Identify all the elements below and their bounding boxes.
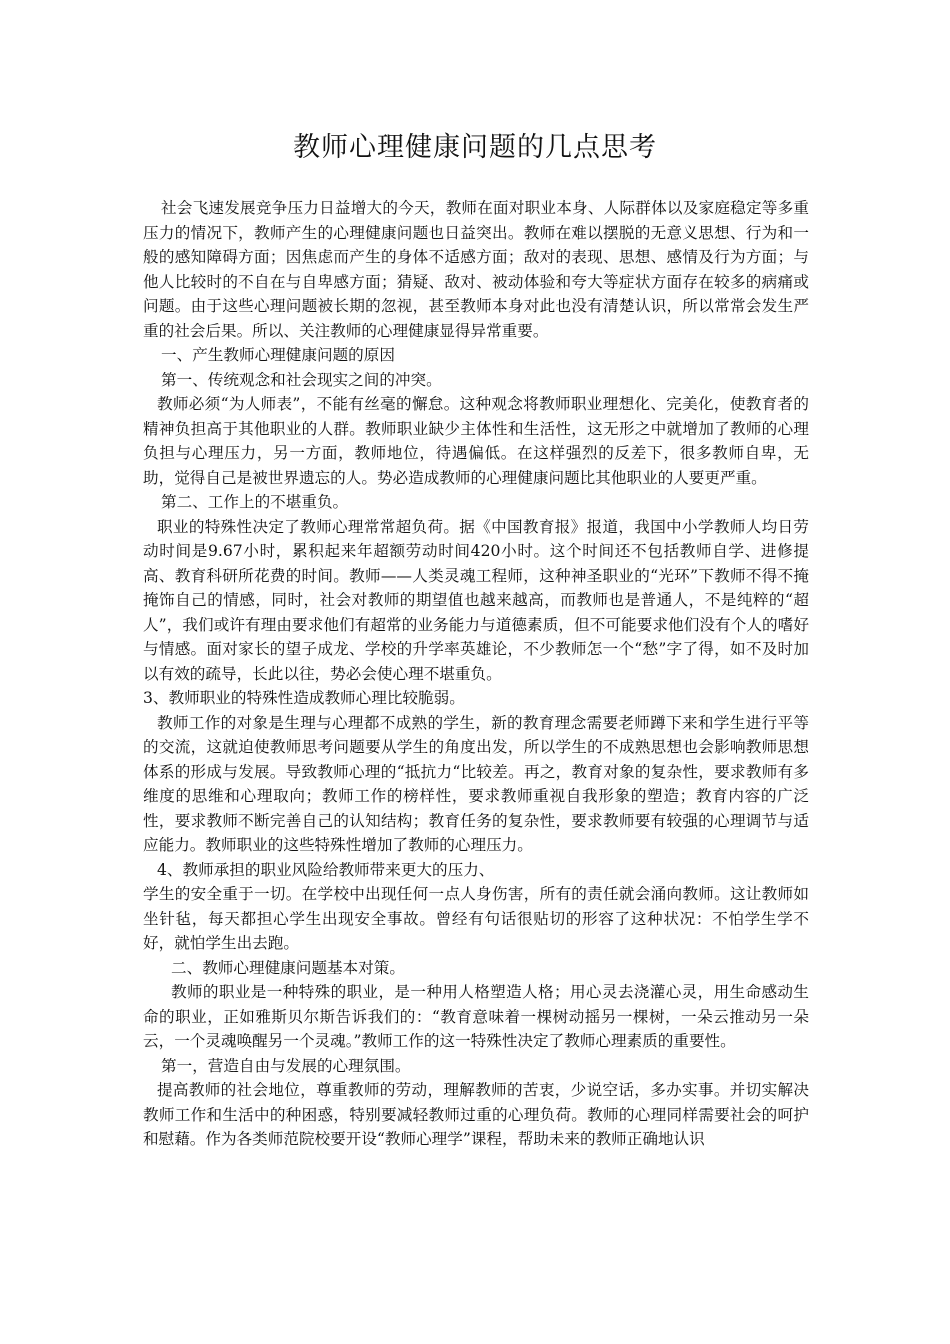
- subheading-atmosphere: 第一，营造自由与发展的心理氛围。: [161, 1056, 411, 1075]
- paragraph-traditional-conflict: 教师必须“为人师表”，不能有丝毫的懈怠。这种观念将教师职业理想化、完美化，使教育者的精神负担高于其他职业的人群。教师职业缺少主体性和生活性，这无形之中就增加了教师的心理负担与心理压力，另一方面，教师地位，待遇偏低。在这样强烈的反差下，很多教师自卑，无助，觉得自己是被世界遗忘的人。势必造成教师的心理健康问题比其他职业的人要更严重。: [143, 395, 809, 487]
- subheading-occupational-risk: 4、教师承担的职业风险给教师带来更大的压力、: [157, 860, 495, 879]
- document-title: 教师心理健康问题的几点思考: [293, 132, 657, 163]
- subheading-fragility: 3、教师职业的特殊性造成教师心理比较脆弱。: [143, 689, 465, 707]
- paragraph-intro: 社会飞速发展竞争压力日益增大的今天，教师在面对职业本身、人际群体以及家庭稳定等多重压力的情况下，教师产生的心理健康问题也日益突出。教师在难以摆脱的无意义思想、行为和一般的感知障碍方面；因焦虑而产生的身体不适感方面；敌对的表现、思想、感情及行为方面；与他人比较时的不自在与自卑感方面；猜疑、敌对、被动体验和夸大等症状方面存在较多的病痛或问题。由于这些心理问题被长期的忽视，甚至教师本身对此也没有清楚认识，所以常常会发生严重的社会后果。所以、关注教师的心理健康显得异常重要。: [143, 199, 809, 340]
- subheading-workload: 第二、工作上的不堪重负。: [161, 493, 349, 511]
- paragraph-fragility: 教师工作的对象是生理与心理都不成熟的学生，新的教育理念需要老师蹲下来和学生进行平等的交流，这就迫使教师思考问题要从学生的角度出发，所以学生的不成熟思想也会影响教师思想体系的形成与发展。导致教师心理的“抵抗力“比较差。再之，教育对象的复杂性，要求教师有多维度的思维和心理取向；教师工作的榜样性，要求教师重视自我形象的塑造；教育内容的广泛性，要求教师不断完善自己的认知结构；教育任务的复杂性，要求教师要有较强的心理调节与适应能力。教师职业的这些特殊性增加了教师的心理压力。: [143, 713, 809, 854]
- paragraph-workload: 职业的特殊性决定了教师心理常常超负荷。据《中国教育报》报道，我国中小学教师人均日劳动时间是9.67小时，累积起来年超额劳动时间420小时。这个时间还不包括教师自学、进修提高、教育科研所花费的时间。教师——人类灵魂工程师，这种神圣职业的“光环”下教师不得不掩掩饰自己的情感，同时，社会对教师的期望值也越来越高，而教师也是普通人，不是纯粹的“超人”，我们或许有理由要求他们有超常的业务能力与道德素质，但不可能要求他们没有个人的嗜好与情感。面对家长的望子成龙、学校的升学率英雄论，不少教师怎一个“愁”字了得，如不及时加以有效的疏导，长此以往，势必会使心理不堪重负。: [143, 517, 809, 683]
- section-heading-countermeasures: 二、教师心理健康问题基本对策。: [171, 958, 405, 977]
- document-body: [143, 196, 809, 1152]
- section-heading-causes: 一、产生教师心理健康问题的原因: [161, 346, 395, 364]
- paragraph-special-profession: 教师的职业是一种特殊的职业，是一种用人格塑造人格；用心灵去浇灌心灵，用生命感动生命的职业，正如雅斯贝尔斯告诉我们的：“教育意味着一棵树动摇另一棵树，一朵云推动另一朵云，一个灵魂唤醒另一个灵魂。”教师工作的这一特殊性决定了教师心理素质的重要性。: [143, 983, 809, 1050]
- paragraph-atmosphere: 提高教师的社会地位，尊重教师的劳动，理解教师的苦衷，少说空话，多办实事。并切实解决教师工作和生活中的种困惑，特别要减轻教师过重的心理负荷。教师的心理同样需要社会的呵护和慰藉。作为各类师范院校要开设“教师心理学”课程，帮助未来的教师正确地认识: [143, 1081, 809, 1148]
- subheading-traditional-conflict: 第一、传统观念和社会现实之间的冲突。: [161, 370, 442, 389]
- paragraph-occupational-risk: 学生的安全重于一切。在学校中出现任何一点人身伤害，所有的责任就会涌向教师。这让教师如坐针毡，每天都担心学生出现安全事故。曾经有句话很贴切的形容了这种状况：不怕学生学不好，就怕学生出去跑。: [143, 885, 809, 952]
